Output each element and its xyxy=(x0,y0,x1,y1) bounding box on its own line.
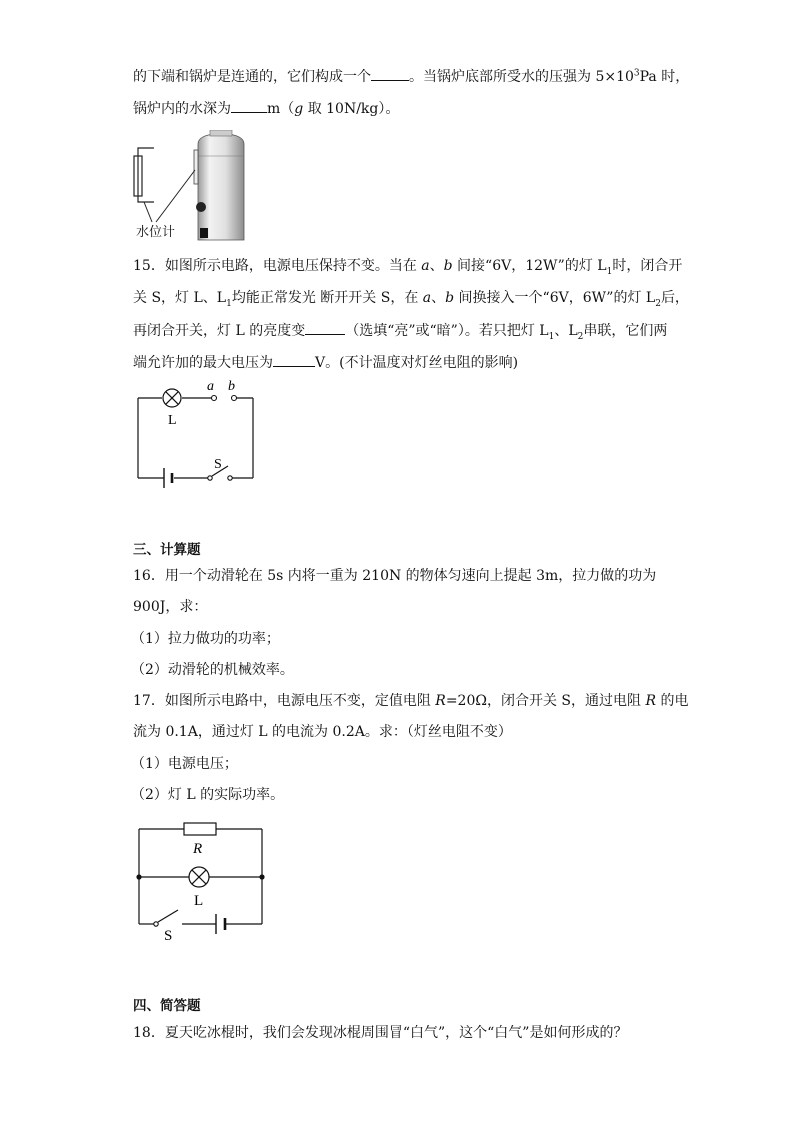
q17-line2: 流为 0.1A，通过灯 L 的电流为 0.2A。求：（灯丝电阻不变） xyxy=(133,724,512,740)
answer-blank[interactable] xyxy=(231,98,267,113)
q17-part1: （1）电源电压； xyxy=(131,756,238,772)
q15-line2: 关 S，灯 L、$L_1$均能正常发光 断开开关 S，在 a、b 间换接入一个“6V，6W”的灯 $L_2$后， xyxy=(133,290,689,309)
q15-line1: 15．如图所示电路，电源电压保持不变。当在 a、b 间接“6V，12W”的灯 $L_1$时，闭合开 xyxy=(133,258,683,277)
q14-line2: 锅炉内的水深为 m（g 取 10N/kg）。 xyxy=(133,98,399,119)
q16-line2: 900J，求： xyxy=(133,599,208,615)
section-title-calc: 三、计算题 xyxy=(133,542,201,558)
label-switch: S xyxy=(214,457,222,472)
q15-line3: 再闭合开关，灯 L 的亮度变 （选填“亮”或“暗”）。若只把灯 $L_1$、$L_2$串联，它们两 xyxy=(133,320,667,341)
lamp-icon xyxy=(163,389,181,407)
terminal-a xyxy=(212,396,217,401)
label-resistor: R xyxy=(193,841,203,857)
label-a: a xyxy=(207,379,214,394)
q18-line1: 18．夏天吃冰棍时，我们会发现冰棍周围冒“白气”，这个“白气”是如何形成的？ xyxy=(133,1025,628,1041)
q14-line1: 的下端和锅炉是连通的，它们构成一个 。当锅炉底部所受水的压强为 $5\times 10^3Pa$ 时， xyxy=(133,66,689,87)
circuit-figure-q17 xyxy=(130,816,270,946)
terminal-b xyxy=(232,396,237,401)
q15-line4: 端允许加的最大电压为 V。(不计温度对灯丝电阻的影响) xyxy=(133,352,518,373)
q17-part2: （2）灯 L 的实际功率。 xyxy=(131,787,285,803)
label-lamp: L xyxy=(194,893,204,909)
q16-part2: （2）动滑轮的机械效率。 xyxy=(131,662,294,678)
label-b: b xyxy=(228,379,235,394)
lamp-icon xyxy=(189,867,209,887)
battery-icon xyxy=(216,914,225,934)
resistor-icon xyxy=(184,823,216,835)
water-gauge-label: 水位计 xyxy=(136,225,176,240)
label-switch: S xyxy=(164,928,173,944)
switch-icon xyxy=(208,476,212,480)
answer-blank[interactable] xyxy=(273,352,315,367)
q16-part1: （1）拉力做功的功率； xyxy=(131,631,280,647)
answer-blank[interactable] xyxy=(371,66,409,81)
switch-icon xyxy=(154,922,158,926)
battery-icon xyxy=(164,468,172,488)
section-title-short-answer: 四、简答题 xyxy=(133,998,201,1014)
q16-line1: 16．用一个动滑轮在 5s 内将一重为 210N 的物体匀速向上提起 3m，拉力做的功为 xyxy=(133,568,657,584)
answer-blank[interactable] xyxy=(305,320,345,335)
label-lamp: L xyxy=(168,413,177,428)
q17-line1: 17．如图所示电路中，电源电压不变，定值电阻 R=20Ω，闭合开关 S，通过电阻 R 的电 xyxy=(133,693,689,709)
circuit-figure-q15 xyxy=(128,374,268,490)
